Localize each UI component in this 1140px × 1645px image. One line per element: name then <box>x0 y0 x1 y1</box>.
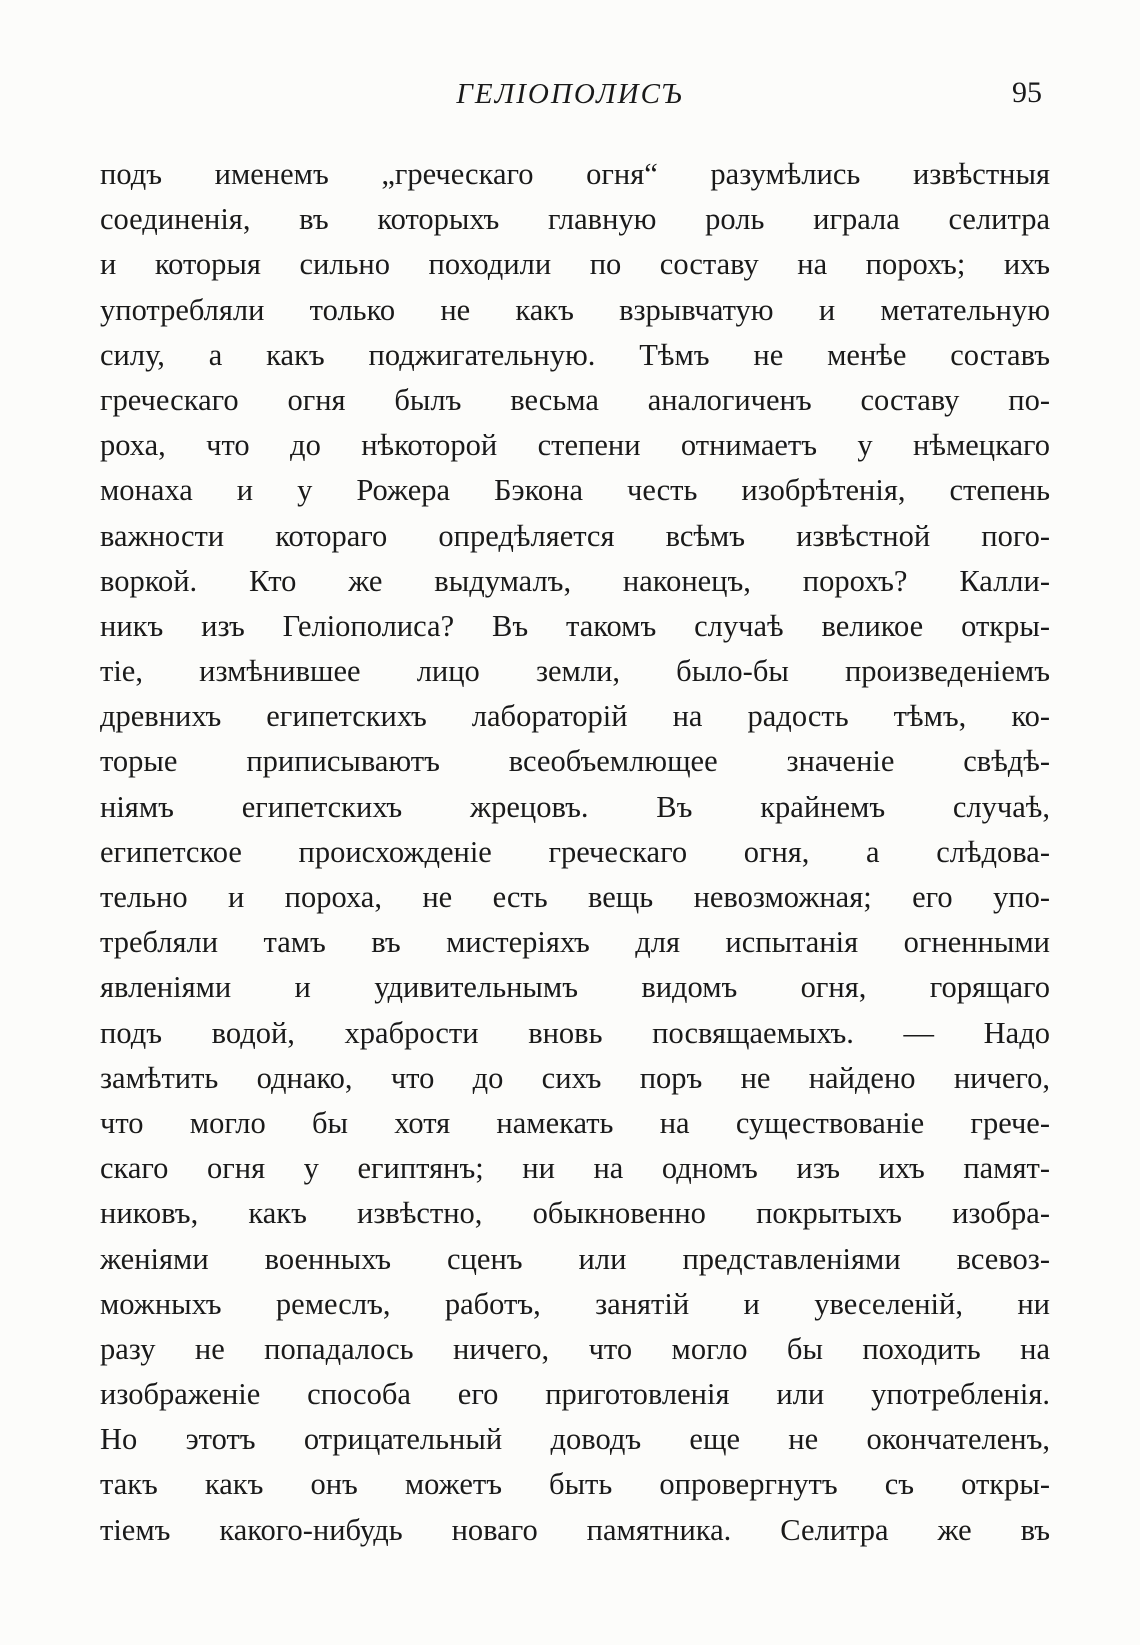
text-line: египетское происхожденіе греческаго огня, а слѣдова- <box>100 834 1050 869</box>
text-line: разу не попадалось ничего, что могло бы походить на <box>100 1331 1050 1366</box>
page-number: 95 <box>1012 76 1042 109</box>
text-line: ніямъ египетскихъ жрецовъ. Въ крайнемъ случаѣ, <box>100 789 1050 824</box>
text-line: можныхъ ремеслъ, работъ, занятій и увеселеній, ни <box>100 1286 1050 1321</box>
text-line: древнихъ египетскихъ лабораторій на радость тѣмъ, ко- <box>100 699 1050 734</box>
text-line: скаго огня у египтянъ; ни на одномъ изъ ихъ памят- <box>100 1151 1050 1186</box>
text-line: воркой. Кто же выдумалъ, наконецъ, порохъ? Калли- <box>100 563 1050 598</box>
body-text <box>100 152 1050 1553</box>
text-line: тіемъ какого-нибудь новаго памятника. Селитра же въ <box>100 1512 1050 1547</box>
text-line: соединенія, въ которыхъ главную роль играла селитра <box>100 202 1050 237</box>
text-line: женіями военныхъ сценъ или представленіями всевоз- <box>100 1241 1050 1276</box>
text-line: употребляли только не какъ взрывчатую и метательную <box>100 292 1050 327</box>
text-line: подъ именемъ „греческаго огня“ разумѣлись извѣстныя <box>100 157 1050 191</box>
text-line: подъ водой, храбрости вновь посвящаемыхъ. — Надо <box>100 1015 1050 1050</box>
text-line: и которыя сильно походили по составу на порохъ; ихъ <box>100 247 1050 282</box>
text-line: роха, что до нѣкоторой степени отнимаетъ у нѣмецкаго <box>100 428 1050 463</box>
text-line: никовъ, какъ извѣстно, обыкновенно покрытыхъ изобра- <box>100 1196 1050 1231</box>
text-line: изображеніе способа его приготовленія или употребленія. <box>100 1377 1050 1412</box>
text-line: такъ какъ онъ можетъ быть опровергнутъ съ откры- <box>100 1467 1050 1502</box>
text-line: явленіями и удивительнымъ видомъ огня, горящаго <box>100 970 1050 1005</box>
running-title: ГЕЛІОПОЛИСЪ <box>456 78 684 110</box>
text-line: требляли тамъ въ мистеріяхъ для испытанія огненными <box>100 925 1050 960</box>
text-line: тельно и пороха, не есть вещь невозможная; его упо- <box>100 880 1050 914</box>
text-line: тіе, измѣнившее лицо земли, было-бы произведеніемъ <box>100 654 1050 689</box>
text-line: монаха и у Рожера Бэкона честь изобрѣтенія, степень <box>100 473 1050 508</box>
text-line: что могло бы хотя намекать на существованіе грече- <box>100 1105 1050 1140</box>
text-line: силу, а какъ поджигательную. Тѣмъ не менѣе составъ <box>100 337 1050 372</box>
text-line: важности котораго опредѣляется всѣмъ извѣстной пого- <box>100 518 1050 553</box>
text-line: Но этотъ отрицательный доводъ еще не окончателенъ, <box>100 1422 1050 1457</box>
text-line: торые приписываютъ всеобъемлющее значеніе свѣдѣ- <box>100 744 1050 779</box>
running-head <box>0 70 1140 120</box>
text-line: греческаго огня былъ весьма аналогиченъ составу по- <box>100 382 1050 417</box>
text-line: замѣтить однако, что до сихъ поръ не найдено ничего, <box>100 1060 1050 1095</box>
text-line: никъ изъ Геліополиса? Въ такомъ случаѣ великое откры- <box>100 608 1050 643</box>
